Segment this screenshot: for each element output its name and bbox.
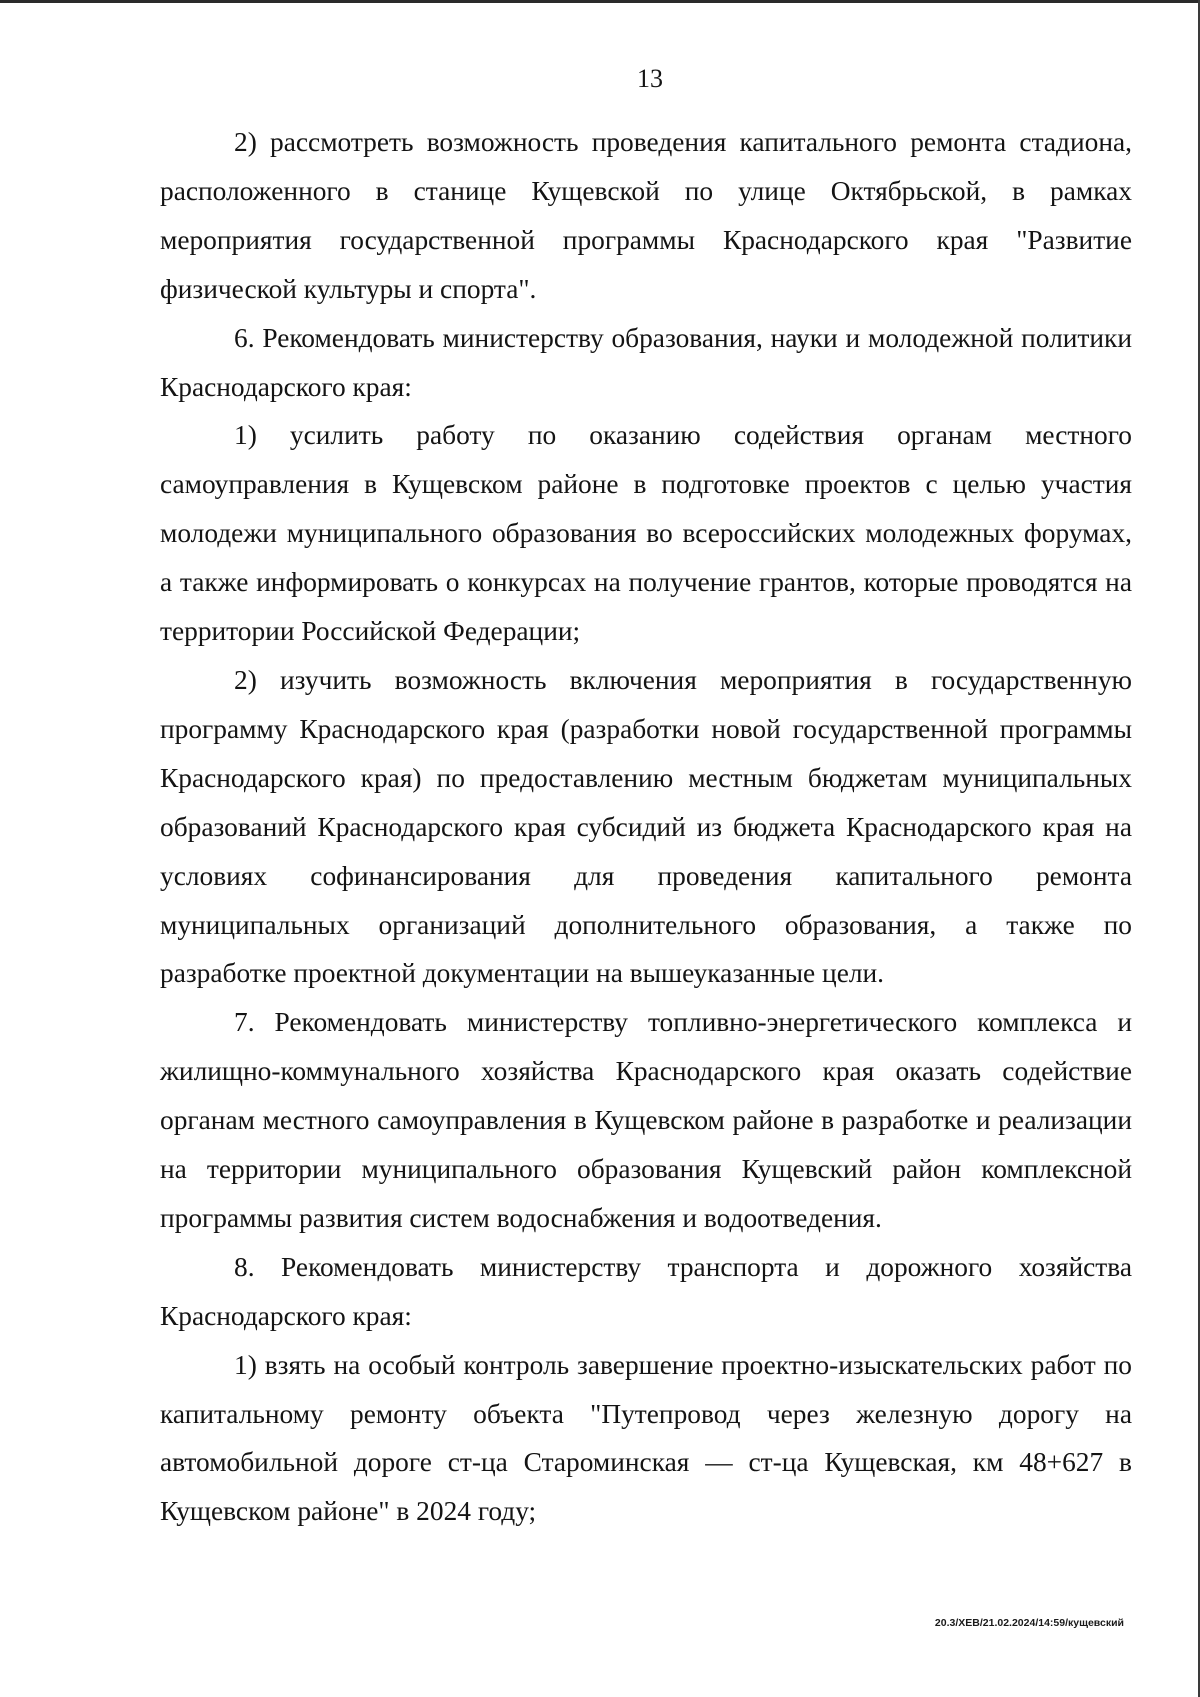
paragraph-item-7: 7. Рекомендовать министерству топливно-энергетического комплекса и жилищно-коммунального хозяйства Краснодарского края оказать содействие органам местного самоуправления в Кущевском районе в разработке и реализации на территории муниципального образования Кущевский район комплексной программы развития систем водоснабжения и водоотведения. — [160, 1007, 1132, 1233]
page-number: 13 — [637, 64, 663, 93]
document-footer-code: 20.3/ХЕВ/21.02.2024/14:59/кущевский — [934, 1617, 1124, 1629]
document-body — [160, 118, 1132, 1536]
scan-top-edge — [0, 0, 1200, 3]
paragraph-stadium-repair: 2) рассмотреть возможность проведения капитального ремонта стадиона, расположенного в станице Кущевской по улице Октябрьской, в рамках мероприятия государственной программы Краснодарского края "Развитие физической культуры и спорта". — [160, 127, 1132, 304]
paragraph-youth-forums: 1) усилить работу по оказанию содействия органам местного самоуправления в Кущевском районе в подготовке проектов с целью участия молодежи муниципального образования во всероссийских молодежных форумах, а также информировать о конкурсах на получение грантов, которые проводятся на территории Российской Федерации; — [160, 420, 1132, 647]
paragraph-item-8: 8. Рекомендовать министерству транспорта и дорожного хозяйства Краснодарского края: — [160, 1251, 1132, 1331]
paragraph-overpass-repair: 1) взять на особый контроль завершение проектно-изыскательских работ по капитальному ремонту объекта "Путепровод через железную дорогу на автомобильной дороге ст-ца Староминская — ст-ца Кущевская, км 48+627 в Кущевском районе" в 2024 году; — [160, 1349, 1132, 1527]
paragraph-item-6: 6. Рекомендовать министерству образования, науки и молодежной политики Краснодарского края: — [160, 322, 1132, 402]
paragraph-state-program: 2) изучить возможность включения мероприятия в государственную программу Краснодарского края (разработки новой государственной программы Краснодарского края) по предоставлению местным бюджетам муниципальных образований Краснодарского края субсидий из бюджета Краснодарского края на условиях софинансирования для проведения капитального ремонта муниципальных организаций дополнительного образования, а также по разработке проектной документации на вышеуказанные цели. — [160, 664, 1132, 989]
